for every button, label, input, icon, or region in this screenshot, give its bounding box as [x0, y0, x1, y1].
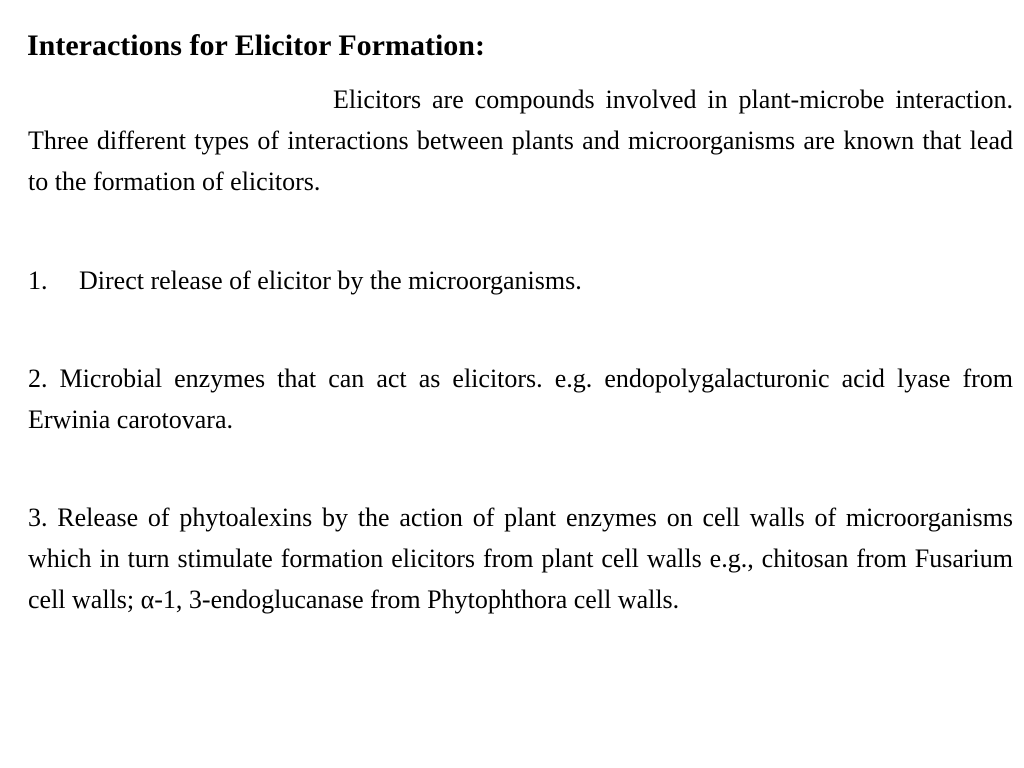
list-item-3: 3. Release of phytoalexins by the action of plant enzymes on cell walls of microorganisms which in turn stimulate formation elicitors from plant cell walls e.g., chitosan from Fusarium cell walls; α-1, 3-endoglucanase from Phytophthora cell walls.: [28, 503, 1013, 614]
slide-title: Interactions for Elicitor Formation:: [27, 29, 485, 62]
list-item-1: [28, 260, 1013, 301]
list-item-1-text: Direct release of elicitor by the microorganisms.: [79, 266, 582, 295]
list-item-1-number: 1.: [28, 266, 48, 295]
list-item-2: 2. Microbial enzymes that can act as elicitors. e.g. endopolygalacturonic acid lyase from Erwinia carotovara.: [28, 364, 1013, 434]
intro-paragraph: Elicitors are compounds involved in plant-microbe interaction. Three different types of interactions between plants and microorganisms are known that lead to the formation of elicitors.: [28, 85, 1013, 196]
